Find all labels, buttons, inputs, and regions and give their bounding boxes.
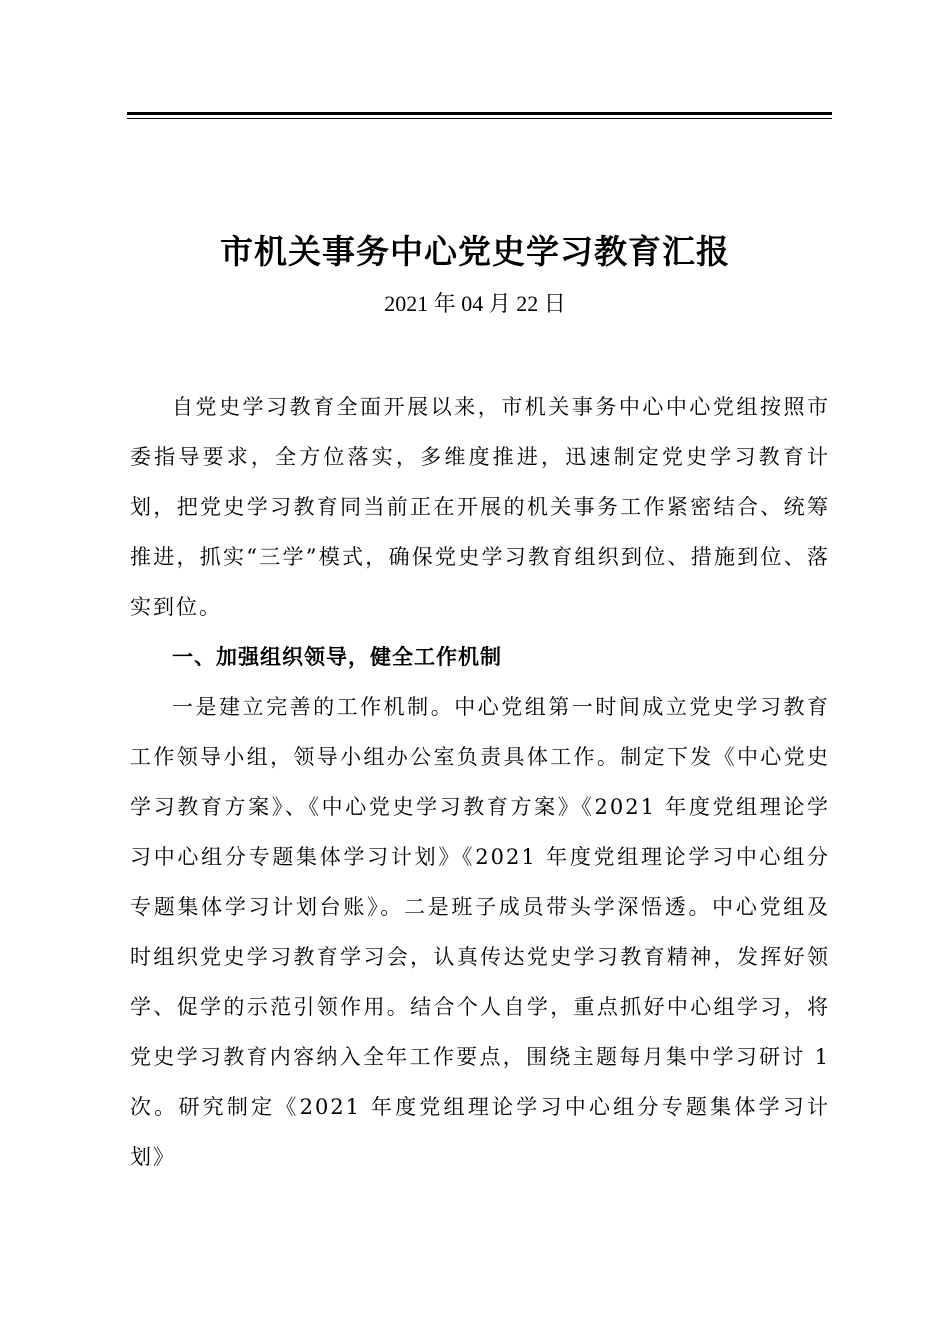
section-heading: 一、加强组织领导，健全工作机制 xyxy=(172,645,502,669)
header-rule-thick xyxy=(127,112,832,115)
intro-paragraph: 自党史学习教育全面开展以来，市机关事务中心中心党组按照市委指导要求，全方位落实，多维度推进，迅速制定党史学习教育计划，把党史学习教育同当前正在开展的机关事务工作紧密结合、统筹推进，抓实“三学”模式，确保党史学习教育组织到位、措施到位、落实到位。 xyxy=(130,395,830,619)
document-body xyxy=(130,382,830,1182)
document-date: 2021 年 04 月 22 日 xyxy=(384,291,566,316)
header-rule-thin xyxy=(127,118,832,119)
document-title: 市机关事务中心党史学习教育汇报 xyxy=(220,232,730,271)
section-paragraph: 一是建立完善的工作机制。中心党组第一时间成立党史学习教育工作领导小组，领导小组办公室负责具体工作。制定下发《中心党史学习教育方案》、《中心党史学习教育方案》《2021 年度党组理论学习中心组分专题集体学习计划》《2021 年度党组理论学习中心组分专题集体学习计划台账》。二是班子成员带头学深悟透。中心党组及时组织党史学习教育学习会，认真传达党史学习教育精神，发挥好领学、促学的示范引领作用。结合个人自学，重点抓好中心组学习，将党史学习教育内容纳入全年工作要点，围绕主题每月集中学习研讨 1 次。研究制定《2021 年度党组理论学习中心组分专题集体学习计划》 xyxy=(130,695,830,1169)
